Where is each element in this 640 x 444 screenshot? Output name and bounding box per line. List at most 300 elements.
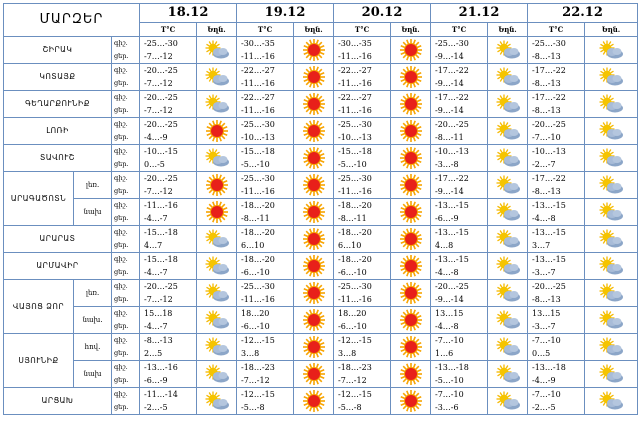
table-row <box>4 388 638 415</box>
temperature-range <box>140 280 197 307</box>
date-header: 21.12 <box>431 4 528 23</box>
time-of-day-labels <box>112 307 140 334</box>
day-value: -9…-14 <box>435 187 464 196</box>
cloud-sun-icon <box>494 228 522 250</box>
cloud-sun-icon <box>494 93 522 115</box>
sun-icon <box>391 361 431 388</box>
night-label: գիշ. <box>114 66 128 74</box>
day-label: ցեր. <box>114 268 129 276</box>
temperature-range <box>528 388 585 415</box>
night-value: -13…-15 <box>435 201 469 210</box>
day-value: 2…5 <box>144 349 163 358</box>
temperature-range <box>237 172 294 199</box>
temperature-range <box>431 253 488 280</box>
day-label: ցեր. <box>114 322 129 330</box>
cloud-sun-icon <box>197 334 237 361</box>
temperature-range <box>140 64 197 91</box>
temperature-range <box>334 145 391 172</box>
day-value: -11…-16 <box>241 52 275 61</box>
temperature-range <box>334 91 391 118</box>
sun-icon <box>391 37 431 64</box>
day-value: -4…-9 <box>144 133 168 142</box>
sun-icon <box>204 200 230 224</box>
night-value: -13…-15 <box>435 255 469 264</box>
temperature-range <box>431 388 488 415</box>
temperature-range <box>237 64 294 91</box>
night-value: -12…-15 <box>241 336 275 345</box>
region-name: ԱՐՑԱԽ <box>4 388 112 415</box>
region-subzone: լեռ. <box>74 280 112 307</box>
night-label: գիշ. <box>114 39 128 47</box>
night-value: -13…-15 <box>532 228 566 237</box>
temperature-range <box>140 253 197 280</box>
night-label: գիշ. <box>114 336 128 344</box>
sun-icon <box>391 91 431 118</box>
cloud-sun-icon <box>597 228 625 250</box>
day-value: 4…7 <box>144 241 163 250</box>
night-label: գիշ. <box>114 390 128 398</box>
day-value: -4…-8 <box>435 322 459 331</box>
cloud-sun-icon <box>197 145 237 172</box>
sun-icon <box>301 335 327 359</box>
night-value: -17…-22 <box>435 66 469 75</box>
temperature-range <box>237 253 294 280</box>
night-value: -20…-25 <box>532 120 566 129</box>
night-value: -12…-15 <box>241 390 275 399</box>
day-value: -3…-6 <box>435 403 459 412</box>
day-value: -5…-8 <box>241 403 265 412</box>
night-value: 15…18 <box>144 309 173 318</box>
cloud-sun-icon <box>488 388 528 415</box>
cloud-sun-icon <box>197 91 237 118</box>
night-value: -30…-35 <box>241 39 275 48</box>
day-value: -8…-11 <box>338 214 367 223</box>
cloud-sun-icon <box>203 363 231 385</box>
day-value: -5…-8 <box>338 403 362 412</box>
night-value: -17…-22 <box>435 93 469 102</box>
day-value: -7…-12 <box>338 376 367 385</box>
temperature-range <box>528 172 585 199</box>
time-of-day-labels <box>112 145 140 172</box>
night-value: -12…-15 <box>338 336 372 345</box>
day-value: 4…8 <box>435 241 454 250</box>
night-value: -15…-18 <box>241 147 275 156</box>
day-value: -9…-14 <box>435 52 464 61</box>
temperature-range <box>237 388 294 415</box>
night-value: -25…-30 <box>338 174 372 183</box>
weather-header: Եղն. <box>197 23 237 37</box>
cloud-sun-icon <box>203 390 231 412</box>
temperature-range <box>431 118 488 145</box>
night-label: գիշ. <box>114 147 128 155</box>
temperature-range <box>528 226 585 253</box>
cloud-sun-icon <box>597 120 625 142</box>
sun-icon <box>391 172 431 199</box>
day-value: -8…-11 <box>435 133 464 142</box>
night-value: -11…-14 <box>144 390 178 399</box>
sun-icon <box>301 281 327 305</box>
region-name: ՎԱՅՈՑ ՁՈՐ <box>4 280 74 334</box>
night-value: -20…-25 <box>144 66 178 75</box>
sun-icon <box>301 65 327 89</box>
time-of-day-labels <box>112 361 140 388</box>
region-subzone: նախ. <box>74 307 112 334</box>
temperature-range <box>237 145 294 172</box>
sun-icon <box>398 119 424 143</box>
day-label: ցեր. <box>114 160 129 168</box>
temperature-range <box>431 307 488 334</box>
sun-icon <box>294 307 334 334</box>
night-label: գիշ. <box>114 201 128 209</box>
night-value: -10…-13 <box>532 147 566 156</box>
temperature-range <box>334 226 391 253</box>
cloud-sun-icon <box>203 282 231 304</box>
sun-icon <box>301 362 327 386</box>
sun-icon <box>294 145 334 172</box>
temperature-range <box>140 199 197 226</box>
temperature-range <box>334 334 391 361</box>
sun-icon <box>398 281 424 305</box>
sun-icon <box>301 308 327 332</box>
temperature-range <box>140 37 197 64</box>
sun-icon <box>294 280 334 307</box>
sun-icon <box>301 227 327 251</box>
region-name: ՇԻՐԱԿ <box>4 37 112 64</box>
night-value: -15…-18 <box>144 255 178 264</box>
night-value: 18…20 <box>241 309 270 318</box>
cloud-sun-icon <box>488 145 528 172</box>
cloud-sun-icon <box>494 120 522 142</box>
day-value: -6…-10 <box>338 322 367 331</box>
sun-icon <box>301 119 327 143</box>
weather-header: Եղն. <box>585 23 638 37</box>
night-label: գիշ. <box>114 174 128 182</box>
temperature-range <box>140 118 197 145</box>
time-of-day-labels <box>112 253 140 280</box>
sun-icon <box>301 389 327 413</box>
cloud-sun-icon <box>488 91 528 118</box>
table-row <box>4 172 638 199</box>
day-value: -10…-13 <box>241 133 275 142</box>
sun-icon <box>398 335 424 359</box>
night-value: -7…-10 <box>532 390 561 399</box>
cloud-sun-icon <box>488 334 528 361</box>
night-value: -8…-13 <box>144 336 173 345</box>
day-label: ցեր. <box>114 295 129 303</box>
sun-icon <box>398 92 424 116</box>
temperature-range <box>334 199 391 226</box>
cloud-sun-icon <box>597 336 625 358</box>
table-row <box>4 334 638 361</box>
sun-icon <box>398 173 424 197</box>
cloud-sun-icon <box>488 253 528 280</box>
date-header: 22.12 <box>528 4 638 23</box>
temperature-range <box>334 172 391 199</box>
temperature-range <box>237 199 294 226</box>
temperature-range <box>431 199 488 226</box>
day-value: -11…-16 <box>241 187 275 196</box>
cloud-sun-icon <box>585 118 638 145</box>
table-row <box>4 37 638 64</box>
cloud-sun-icon <box>597 309 625 331</box>
sun-icon <box>398 308 424 332</box>
cloud-sun-icon <box>597 39 625 61</box>
cloud-sun-icon <box>203 309 231 331</box>
time-of-day-labels <box>112 334 140 361</box>
sun-icon <box>391 226 431 253</box>
day-value: -5…-10 <box>241 160 270 169</box>
sun-icon <box>391 199 431 226</box>
day-value: 6…10 <box>241 241 265 250</box>
day-value: -7…-12 <box>241 376 270 385</box>
temp-header: T°C <box>528 23 585 37</box>
day-value: -7…-12 <box>144 79 173 88</box>
cloud-sun-icon <box>488 307 528 334</box>
sun-icon <box>398 254 424 278</box>
temperature-range <box>528 199 585 226</box>
night-value: -17…-22 <box>435 174 469 183</box>
table-row <box>4 118 638 145</box>
sun-icon <box>301 254 327 278</box>
day-value: -3…-8 <box>435 160 459 169</box>
cloud-sun-icon <box>494 39 522 61</box>
night-label: գիշ. <box>114 228 128 236</box>
day-value: -4…-9 <box>532 376 556 385</box>
region-name: ԼՈՌԻ <box>4 118 112 145</box>
day-value: -11…-16 <box>338 79 372 88</box>
sun-icon <box>391 64 431 91</box>
cloud-sun-icon <box>197 253 237 280</box>
night-value: -18…-23 <box>338 363 372 372</box>
sun-icon <box>391 145 431 172</box>
cloud-sun-icon <box>488 37 528 64</box>
time-of-day-labels <box>112 64 140 91</box>
temperature-range <box>334 253 391 280</box>
night-value: -7…-10 <box>435 336 464 345</box>
temp-header: T°C <box>237 23 294 37</box>
day-value: -9…-14 <box>435 295 464 304</box>
day-value: -6…-9 <box>144 376 168 385</box>
temp-header: T°C <box>140 23 197 37</box>
temperature-range <box>237 226 294 253</box>
sun-icon <box>398 38 424 62</box>
cloud-sun-icon <box>597 147 625 169</box>
cloud-sun-icon <box>494 255 522 277</box>
night-value: -17…-22 <box>532 66 566 75</box>
cloud-sun-icon <box>488 64 528 91</box>
temperature-range <box>237 334 294 361</box>
cloud-sun-icon <box>597 66 625 88</box>
table-row <box>4 226 638 253</box>
day-value: -11…-16 <box>338 295 372 304</box>
night-value: 13…15 <box>532 309 561 318</box>
day-value: -6…-9 <box>435 214 459 223</box>
sun-icon <box>294 334 334 361</box>
night-value: -25…-30 <box>338 282 372 291</box>
night-value: -25…-30 <box>338 120 372 129</box>
cloud-sun-icon <box>597 174 625 196</box>
day-value: -9…-14 <box>435 106 464 115</box>
night-value: -18…-20 <box>338 201 372 210</box>
day-value: -4…-8 <box>435 268 459 277</box>
weather-header: Եղն. <box>488 23 528 37</box>
table-row <box>4 280 638 307</box>
day-value: -6…-10 <box>338 268 367 277</box>
sun-icon <box>301 173 327 197</box>
day-value: -7…-12 <box>144 106 173 115</box>
day-value: -4…-7 <box>144 268 168 277</box>
cloud-sun-icon <box>203 228 231 250</box>
sun-icon <box>204 173 230 197</box>
night-value: -11…-16 <box>144 201 178 210</box>
cloud-sun-icon <box>488 172 528 199</box>
temperature-range <box>528 361 585 388</box>
time-of-day-labels <box>112 118 140 145</box>
day-label: ցեր. <box>114 214 129 222</box>
table-row <box>4 199 638 226</box>
cloud-sun-icon <box>494 363 522 385</box>
cloud-sun-icon <box>488 361 528 388</box>
temperature-range <box>528 37 585 64</box>
sun-icon <box>398 362 424 386</box>
cloud-sun-icon <box>488 118 528 145</box>
day-label: ցեր. <box>114 376 129 384</box>
temperature-range <box>528 280 585 307</box>
night-value: -18…-20 <box>241 201 275 210</box>
night-value: -25…-30 <box>241 120 275 129</box>
night-value: -20…-25 <box>435 120 469 129</box>
night-value: -18…-20 <box>338 228 372 237</box>
night-value: -20…-25 <box>144 120 178 129</box>
night-label: գիշ. <box>114 120 128 128</box>
day-label: ցեր. <box>114 133 129 141</box>
time-of-day-labels <box>112 199 140 226</box>
day-value: -11…-16 <box>338 187 372 196</box>
cloud-sun-icon <box>597 363 625 385</box>
night-label: գիշ. <box>114 93 128 101</box>
day-label: ցեր. <box>114 349 129 357</box>
sun-icon <box>398 389 424 413</box>
cloud-sun-icon <box>585 226 638 253</box>
table-row <box>4 64 638 91</box>
time-of-day-labels <box>112 172 140 199</box>
sun-icon <box>391 118 431 145</box>
day-value: -3…-7 <box>532 268 556 277</box>
cloud-sun-icon <box>488 280 528 307</box>
night-value: -25…-30 <box>532 39 566 48</box>
cloud-sun-icon <box>494 336 522 358</box>
cloud-sun-icon <box>585 172 638 199</box>
region-subzone: նախ <box>74 199 112 226</box>
day-value: -8…-13 <box>532 187 561 196</box>
day-value: -2…-7 <box>532 160 556 169</box>
region-name: ՍՅՈՒՆԻՔ <box>4 334 74 388</box>
cloud-sun-icon <box>585 280 638 307</box>
day-value: -4…-8 <box>532 214 556 223</box>
region-subzone: նախ <box>74 361 112 388</box>
cloud-sun-icon <box>488 226 528 253</box>
night-value: -13…-18 <box>532 363 566 372</box>
sun-icon <box>301 146 327 170</box>
temperature-range <box>528 253 585 280</box>
cloud-sun-icon <box>494 66 522 88</box>
day-value: -8…-13 <box>532 79 561 88</box>
cloud-sun-icon <box>597 93 625 115</box>
day-value: -8…-11 <box>241 214 270 223</box>
night-value: -10…-15 <box>144 147 178 156</box>
night-value: -18…-20 <box>338 255 372 264</box>
temperature-range <box>528 91 585 118</box>
time-of-day-labels <box>112 280 140 307</box>
sun-icon <box>294 172 334 199</box>
cloud-sun-icon <box>494 201 522 223</box>
day-value: -8…-13 <box>532 106 561 115</box>
date-header: 19.12 <box>237 4 334 23</box>
sun-icon <box>197 118 237 145</box>
temperature-range <box>334 37 391 64</box>
time-of-day-labels <box>112 226 140 253</box>
sun-icon <box>391 334 431 361</box>
day-value: -11…-16 <box>241 295 275 304</box>
cloud-sun-icon <box>585 334 638 361</box>
sun-icon <box>294 361 334 388</box>
day-value: -9…-14 <box>435 79 464 88</box>
sun-icon <box>294 253 334 280</box>
temperature-range <box>528 334 585 361</box>
night-value: -10…-13 <box>435 147 469 156</box>
night-value: -20…-25 <box>532 282 566 291</box>
weather-header: Եղն. <box>294 23 334 37</box>
region-name: ԱՐԱԳԱԾՈՏՆ <box>4 172 74 226</box>
night-value: -20…-25 <box>144 93 178 102</box>
day-value: 0…5 <box>532 349 551 358</box>
temp-header: T°C <box>431 23 488 37</box>
night-label: գիշ. <box>114 282 128 290</box>
day-value: -4…-7 <box>144 214 168 223</box>
day-label: ցեր. <box>114 52 129 60</box>
sun-icon <box>294 118 334 145</box>
day-label: ցեր. <box>114 403 129 411</box>
temperature-range <box>140 334 197 361</box>
cloud-sun-icon <box>585 361 638 388</box>
sun-icon <box>197 199 237 226</box>
temperature-range <box>431 334 488 361</box>
date-header: 20.12 <box>334 4 431 23</box>
sun-icon <box>294 91 334 118</box>
night-value: -15…-18 <box>338 147 372 156</box>
sun-icon <box>294 199 334 226</box>
day-value: -11…-16 <box>338 106 372 115</box>
day-value: -2…-5 <box>532 403 556 412</box>
cloud-sun-icon <box>203 39 231 61</box>
night-value: -22…-27 <box>241 93 275 102</box>
night-value: -13…-16 <box>144 363 178 372</box>
sun-icon <box>398 200 424 224</box>
time-of-day-labels <box>112 37 140 64</box>
temperature-range <box>528 64 585 91</box>
night-value: -20…-25 <box>435 282 469 291</box>
sun-icon <box>398 227 424 251</box>
sun-icon <box>197 172 237 199</box>
cloud-sun-icon <box>585 145 638 172</box>
sun-icon <box>301 92 327 116</box>
temperature-range <box>334 361 391 388</box>
day-value: 6…10 <box>338 241 362 250</box>
night-value: -20…-25 <box>144 174 178 183</box>
cloud-sun-icon <box>494 147 522 169</box>
night-label: գիշ. <box>114 309 128 317</box>
day-value: -8…-13 <box>532 295 561 304</box>
